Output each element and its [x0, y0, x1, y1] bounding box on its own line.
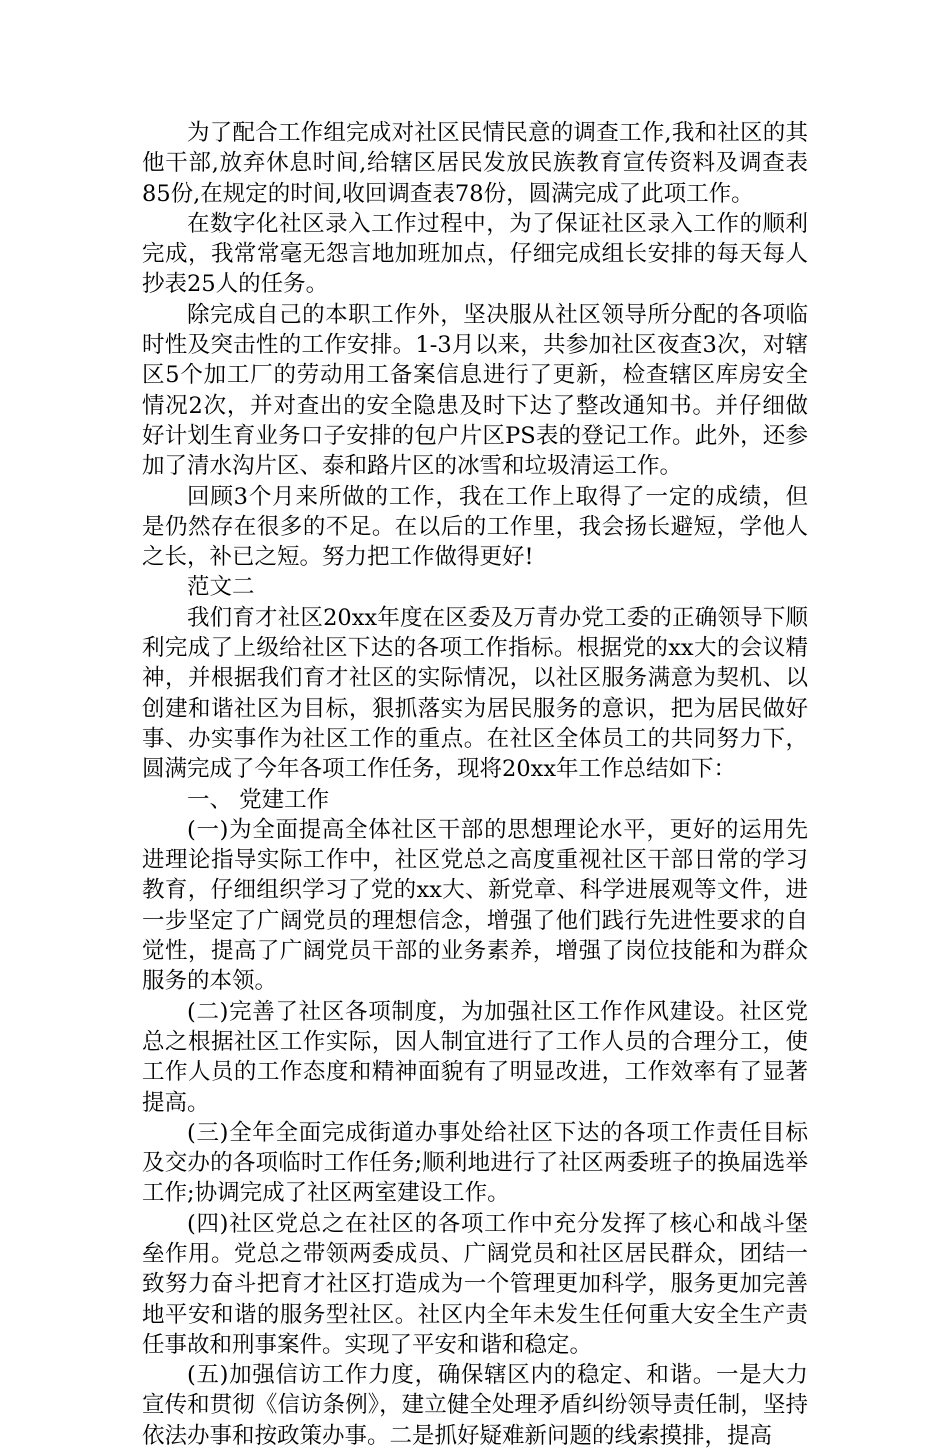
- paragraph-annual-summary: 我们育才社区20xx年度在区委及万青办党工委的正确领导下顺利完成了上级给社区下达的各项工作指标。根据党的xx大的会议精神，并根据我们育才社区的实际情况，以社区服务满意为契机、以创建和谐社区为目标，狠抓落实为居民服务的意识，把为居民做好事、办实事作为社区工作的重点。在社区全体员工的共同努力下，圆满完成了今年各项工作任务，现将20xx年工作总结如下：: [142, 604, 808, 783]
- paragraph-extra-duties: 除完成自己的本职工作外，坚决服从社区领导所分配的各项临时性及突击性的工作安排。1-3月以来，共参加社区夜查3次，对辖区5个加工厂的劳动用工备案信息进行了更新，检查辖区库房安全情况2次，并对查出的安全隐患及时下达了整改通知书。并仔细做好计划生育业务口子安排的包户片区PS表的登记工作。此外，还参加了清水沟片区、泰和路片区的冰雪和垃圾清运工作。: [142, 301, 808, 480]
- paragraph-review: 回顾3个月来所做的工作，我在工作上取得了一定的成绩，但是仍然存在很多的不足。在以后的工作里，我会扬长避短，学他人之长，补已之短。努力把工作做得更好!: [142, 483, 808, 571]
- paragraph-item-one: (一)为全面提高全体社区干部的思想理论水平，更好的运用先进理论指导实际工作中，社区党总之高度重视社区干部日常的学习教育，仔细组织学习了党的xx大、新党章、科学进展观等文件，进一步坚定了广阔党员的理想信念，增强了他们践行先进性要求的自觉性，提高了广阔党员干部的业务素养，增强了岗位技能和为群众服务的本领。: [142, 816, 808, 995]
- paragraph-item-three: (三)全年全面完成街道办事处给社区下达的各项工作责任目标及交办的各项临时工作任务;顺利地进行了社区两委班子的换届选举工作;协调完成了社区两室建设工作。: [142, 1119, 808, 1207]
- paragraph-digital-entry: 在数字化社区录入工作过程中，为了保证社区录入工作的顺利完成，我常常毫无怨言地加班加点，仔细完成组长安排的每天每人抄表25人的任务。: [142, 210, 808, 298]
- paragraph-item-five: (五)加强信访工作力度，确保辖区内的稳定、和谐。一是大力宣传和贯彻《信访条例》，建立健全处理矛盾纠纷领导责任制，坚持依法办事和按政策办事。二是抓好疑难新问题的线索摸排，提高: [142, 1362, 808, 1449]
- section-heading-sample-two: 范文二: [187, 574, 255, 601]
- paragraph-item-four: (四)社区党总之在社区的各项工作中充分发挥了核心和战斗堡垒作用。党总之带领两委成员、广阔党员和社区居民群众，团结一致努力奋斗把育才社区打造成为一个管理更加科学，服务更加完善地平安和谐的服务型社区。社区内全年未发生任何重大安全生产责任事故和刑事案件。实现了平安和谐和稳定。: [142, 1210, 808, 1358]
- paragraph-survey: 为了配合工作组完成对社区民情民意的调查工作,我和社区的其他干部,放弃休息时间,给辖区居民发放民族教育宣传资料及调查表85份,在规定的时间,收回调查表78份，圆满完成了此项工作。: [142, 120, 808, 207]
- paragraph-item-two: (二)完善了社区各项制度，为加强社区工作作风建设。社区党总之根据社区工作实际，因人制宜进行了工作人员的合理分工，使工作人员的工作态度和精神面貌有了明显改进，工作效率有了显著提高。: [142, 998, 808, 1116]
- document-body: [142, 118, 808, 1451]
- section-heading-party-building: 一、 党建工作: [187, 786, 330, 813]
